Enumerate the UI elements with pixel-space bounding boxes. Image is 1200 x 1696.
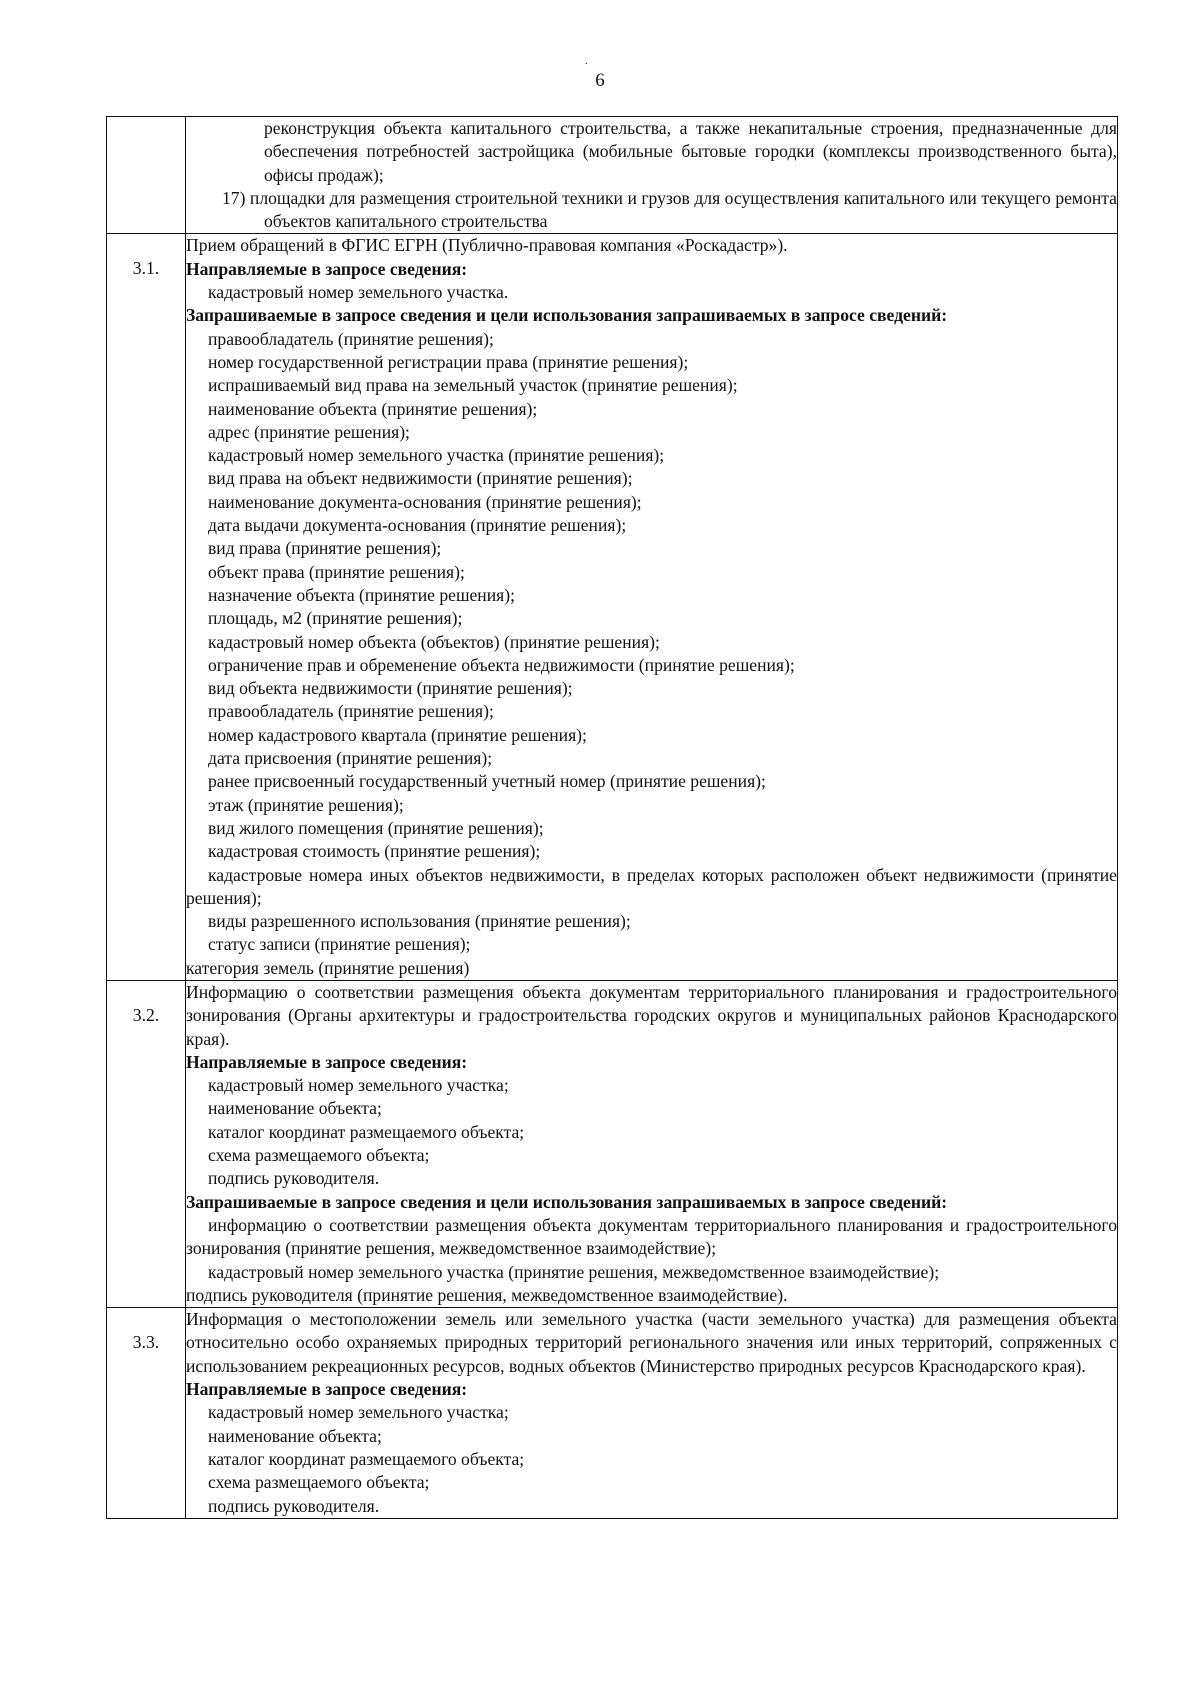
list-item: наименование объекта; xyxy=(208,1425,382,1446)
table-row xyxy=(107,117,1118,234)
list-item: схема размещаемого объекта; xyxy=(208,1472,430,1493)
list-item: ранее присвоенный государственный учетный номер (принятие решения); xyxy=(208,771,766,792)
list-item: вид жилого помещения (принятие решения); xyxy=(208,817,544,838)
list-item: кадастровый номер земельного участка (принятие решения); xyxy=(208,445,665,466)
list-item: правообладатель (принятие решения); xyxy=(208,328,494,349)
list-item: кадастровая стоимость (принятие решения); xyxy=(208,841,541,862)
requested-heading: Запрашиваемые в запросе сведения и цели использования запрашиваемых в запросе сведений: xyxy=(186,305,948,326)
list-item: каталог координат размещаемого объекта; xyxy=(208,1121,525,1142)
list-item: подпись руководителя (принятие решения, межведомственное взаимодействие). xyxy=(186,1284,788,1305)
row-number: 3.3. xyxy=(132,1332,160,1353)
sent-list xyxy=(186,1401,1117,1517)
list-item: ограничение прав и обременение объекта недвижимости (принятие решения); xyxy=(208,654,795,675)
list-item: вид объекта недвижимости (принятие решения); xyxy=(208,678,573,699)
list-item: назначение объекта (принятие решения); xyxy=(208,584,515,605)
sent-heading: Направляемые в запросе сведения: xyxy=(186,1379,468,1400)
row-number-cell xyxy=(107,117,186,234)
list-item: схема размещаемого объекта; xyxy=(208,1145,430,1166)
section-intro: Прием обращений в ФГИС ЕГРН (Публично-правовая компания «Роскадастр»). xyxy=(186,235,788,256)
table-row xyxy=(107,1308,1118,1519)
list-item: наименование документа-основания (принятие решения); xyxy=(208,491,642,512)
list-item: адрес (принятие решения); xyxy=(208,421,410,442)
list-item: кадастровый номер земельного участка. xyxy=(208,282,509,303)
list-item: объект права (принятие решения); xyxy=(208,561,465,582)
list-item: дата присвоения (принятие решения); xyxy=(208,748,493,769)
list-item: 17) площадки для размещения строительной техники и грузов для осуществления капитального или текущего ремонта объектов капитального строительства xyxy=(222,187,1117,232)
list-item: статус записи (принятие решения); xyxy=(208,934,471,955)
list-item: кадастровый номер земельного участка; xyxy=(208,1075,509,1096)
list-item: наименование объекта (принятие решения); xyxy=(208,398,538,419)
list-item: реконструкция объекта капитального строительства, а также некапитальные строения, предназначенные для обеспечения потребностей застройщика (мобильные бытовые городки (комплексы производственного быта), офисы продаж); xyxy=(264,118,1117,185)
list-item: виды разрешенного использования (принятие решения); xyxy=(208,911,631,932)
list-item: категория земель (принятие решения) xyxy=(186,957,470,978)
list-item: подпись руководителя. xyxy=(208,1495,380,1516)
row-content-cell xyxy=(186,234,1118,981)
row-content-cell xyxy=(186,117,1118,234)
sent-list xyxy=(186,1074,1117,1190)
list-item: вид права (принятие решения); xyxy=(208,538,442,559)
document-table xyxy=(106,116,1118,1519)
list-item: информацию о соответствии размещения объекта документам территориального планирования и градостроительного зонирования (принятие решения, межведомственное взаимодействие); xyxy=(186,1214,1117,1259)
row-number-cell xyxy=(107,234,186,981)
requested-heading: Запрашиваемые в запросе сведения и цели использования запрашиваемых в запросе сведений: xyxy=(186,1191,948,1212)
list-item: кадастровый номер земельного участка; xyxy=(208,1402,509,1423)
row-number: 3.2. xyxy=(132,1004,160,1025)
scan-dot: . xyxy=(585,56,588,67)
sent-heading: Направляемые в запросе сведения: xyxy=(186,1051,468,1072)
requested-list xyxy=(186,328,1117,957)
list-item: кадастровые номера иных объектов недвижимости, в пределах которых расположен объект недвижимости (принятие решения); xyxy=(186,864,1117,908)
list-item: кадастровый номер объекта (объектов) (принятие решения); xyxy=(208,631,660,652)
list-item: правообладатель (принятие решения); xyxy=(208,701,494,722)
list-item: наименование объекта; xyxy=(208,1098,382,1119)
list-item: этаж (принятие решения); xyxy=(208,794,404,815)
row-content-cell xyxy=(186,1308,1118,1519)
row-number: 3.1. xyxy=(132,258,160,279)
table-row xyxy=(107,234,1118,981)
list-item: дата выдачи документа-основания (принятие решения); xyxy=(208,515,627,536)
row-number-cell xyxy=(107,1308,186,1519)
list-item: кадастровый номер земельного участка (принятие решения, межведомственное взаимодействие); xyxy=(208,1261,940,1282)
row-content-cell xyxy=(186,980,1118,1307)
list-item: подпись руководителя. xyxy=(208,1168,380,1189)
list-item: испрашиваемый вид права на земельный участок (принятие решения); xyxy=(208,375,738,396)
sent-heading: Направляемые в запросе сведения: xyxy=(186,258,468,279)
section-intro: Информация о местоположении земель или земельного участка (части земельного участка) для размещения объекта относительно особо охраняемых природных территорий регионального значения или иных территорий, сопряженных с использованием рекреационных ресурсов, водных объектов (Министерство природных ресурсов Краснодарского края). xyxy=(186,1309,1117,1376)
list-item: вид права на объект недвижимости (принятие решения); xyxy=(208,468,633,489)
page-number: 6 xyxy=(595,70,605,91)
list-item: каталог координат размещаемого объекта; xyxy=(208,1448,525,1469)
row-number-cell xyxy=(107,980,186,1307)
list-item: площадь, м2 (принятие решения); xyxy=(208,608,463,629)
section-intro: Информацию о соответствии размещения объекта документам территориального планирования и градостроительного зонирования (Органы архитектуры и градостроительства городских округов и муниципальных районов Краснодарского края). xyxy=(186,981,1117,1049)
list-item: номер государственной регистрации права (принятие решения); xyxy=(208,351,689,372)
list-item: номер кадастрового квартала (принятие решения); xyxy=(208,724,587,745)
table-row xyxy=(107,980,1118,1307)
